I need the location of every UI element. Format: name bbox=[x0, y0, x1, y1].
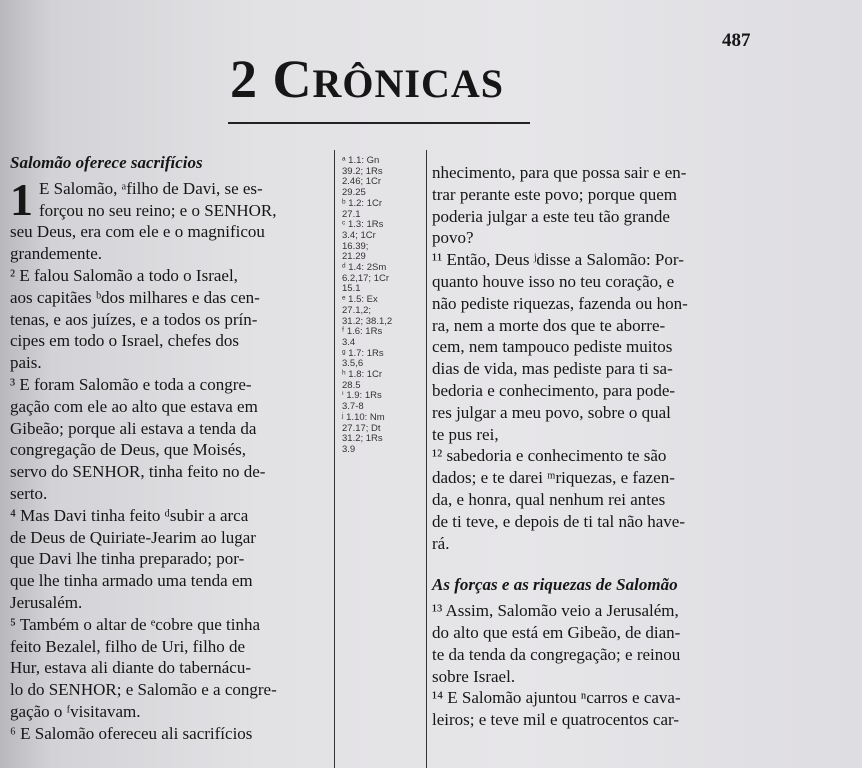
text-line: te pus rei, bbox=[432, 424, 499, 444]
cross-reference: 2.46; 1Cr bbox=[342, 176, 382, 188]
cross-reference: 28.5 bbox=[342, 379, 361, 391]
cross-reference: 31.2; 38.1,2 bbox=[342, 315, 393, 327]
text-line: trar perante este povo; porque quem bbox=[432, 184, 677, 204]
cross-reference: 31.2; 1Rs bbox=[342, 433, 383, 445]
cross-reference: 39.2; 1Rs bbox=[342, 165, 383, 177]
text-line: quanto houve isso no teu coração, e bbox=[432, 271, 675, 291]
cross-reference: ᵇ 1.2: 1Cr bbox=[342, 197, 383, 209]
text-line: seu Deus, era com ele e o magnificou bbox=[10, 222, 265, 242]
cross-reference: 15.1 bbox=[342, 283, 361, 295]
text-line: tenas, e aos juízes, e a todos os prín- bbox=[10, 309, 258, 329]
text-line: congregação de Deus, que Moisés, bbox=[10, 440, 247, 460]
cross-reference: ʲ 1.10: Nm bbox=[342, 411, 385, 423]
text-line: leiros; e teve mil e quatrocentos car- bbox=[432, 710, 679, 730]
text-line: não pediste riquezas, fazenda ou hon- bbox=[432, 293, 688, 313]
text-line: rá. bbox=[432, 533, 450, 553]
text-line: pais. bbox=[10, 353, 42, 373]
section-heading: Salomão oferece sacrifícios bbox=[10, 153, 203, 172]
text-line: povo? bbox=[432, 228, 474, 248]
cross-reference: ᵍ 1.7: 1Rs bbox=[342, 347, 384, 359]
book-title bbox=[230, 49, 504, 109]
right-column-lines-top bbox=[432, 162, 776, 554]
column-divider-left bbox=[334, 150, 335, 768]
column-divider-right bbox=[426, 150, 427, 768]
left-column-lines bbox=[10, 173, 326, 745]
cross-reference: ᶠ 1.6: 1Rs bbox=[342, 326, 383, 338]
text-line: de Deus de Quiriate-Jearim ao lugar bbox=[10, 527, 256, 547]
text-line: Hur, estava ali diante do tabernácu- bbox=[10, 658, 251, 678]
cross-reference: 29.25 bbox=[342, 187, 366, 199]
text-line: ⁶ E Salomão ofereceu ali sacrifícios bbox=[10, 723, 253, 743]
page-number: 487 bbox=[722, 30, 751, 51]
cross-reference: 27.17; Dt bbox=[342, 422, 381, 434]
cross-reference: ᵃ 1.1: Gn bbox=[342, 155, 380, 166]
text-line: sobre Israel. bbox=[432, 666, 516, 686]
cross-reference: ʰ 1.8: 1Cr bbox=[342, 369, 383, 381]
cross-reference: 27.1,2; bbox=[342, 304, 372, 316]
text-line: serto. bbox=[10, 483, 48, 503]
text-line: ¹¹ Então, Deus ʲdisse a Salomão: Por- bbox=[432, 250, 684, 270]
text-line: ¹⁴ E Salomão ajuntou ⁿcarros e cava- bbox=[432, 688, 681, 708]
text-line: bedoria e conhecimento, para pode- bbox=[432, 380, 676, 400]
book-title-initial: C bbox=[272, 49, 313, 109]
text-line: ³ E foram Salomão e toda a congre- bbox=[10, 374, 252, 394]
cross-reference: ⁱ 1.9: 1Rs bbox=[342, 390, 382, 402]
cross-reference: 16.39; bbox=[342, 240, 369, 252]
cross-reference-column bbox=[342, 156, 420, 456]
text-line: ² E falou Salomão a todo o Israel, bbox=[10, 265, 238, 285]
text-line: da, e honra, qual nenhum rei antes bbox=[432, 489, 666, 509]
left-text-column bbox=[10, 150, 326, 745]
cross-reference: 3.4; 1Cr bbox=[342, 229, 376, 241]
text-line: de ti teve, e depois de ti tal não have- bbox=[432, 511, 686, 531]
text-line: cem, nem tampouco pediste muitos bbox=[432, 337, 673, 357]
text-line: dias de vida, mas pediste para ti sa- bbox=[432, 359, 673, 379]
text-line: poderia julgar a este teu tão grande bbox=[432, 206, 670, 226]
cross-reference: 3.5,6 bbox=[342, 358, 364, 370]
text-line: servo do SENHOR, tinha feito no de- bbox=[10, 462, 266, 482]
book-title-rest: RÔNICAS bbox=[312, 61, 504, 106]
right-column-lines-bottom bbox=[432, 600, 776, 731]
right-text-column bbox=[432, 162, 776, 731]
text-line: te da tenda da congregação; e reinou bbox=[432, 644, 681, 664]
section-heading-forces: As forças e as riquezas de Salomão bbox=[432, 575, 678, 595]
text-line: do alto que está em Gibeão, de dian- bbox=[432, 622, 681, 642]
text-line: ⁵ Também o altar de ᵉcobre que tinha bbox=[10, 614, 260, 634]
text-line: ⁴ Mas Davi tinha feito ᵈsubir a arca bbox=[10, 505, 249, 525]
cross-reference: 3.9 bbox=[342, 443, 356, 455]
text-line: nhecimento, para que possa sair e en- bbox=[432, 163, 687, 182]
book-title-numeral: 2 bbox=[230, 49, 273, 109]
cross-reference: 3.4 bbox=[342, 336, 356, 348]
text-line: dados; e te darei ᵐriquezas, e fazen- bbox=[432, 468, 675, 488]
cross-reference: 27.1 bbox=[342, 208, 361, 220]
text-line: que Davi lhe tinha preparado; por- bbox=[10, 549, 245, 569]
cross-reference: ᶜ 1.3: 1Rs bbox=[342, 219, 384, 231]
text-line: ¹³ Assim, Salomão veio a Jerusalém, bbox=[432, 601, 679, 621]
cross-reference: 3.7-8 bbox=[342, 401, 364, 413]
text-line: cipes em todo o Israel, chefes dos bbox=[10, 331, 239, 351]
text-line: feito Bezalel, filho de Uri, filho de bbox=[10, 636, 246, 656]
cross-reference: ᵈ 1.4: 2Sm bbox=[342, 262, 387, 274]
text-line: aos capitães ᵇdos milhares e das cen- bbox=[10, 287, 260, 307]
text-line: res julgar a meu povo, sobre o qual bbox=[432, 402, 671, 422]
text-line: forçou no seu reino; e o SENHOR, bbox=[39, 200, 277, 220]
cross-reference: 6.2,17; 1Cr bbox=[342, 272, 389, 284]
chapter-number: 1 bbox=[10, 173, 33, 225]
cross-reference: 21.29 bbox=[342, 251, 366, 263]
text-line: Gibeão; porque ali estava a tenda da bbox=[10, 418, 257, 438]
text-line: gação com ele ao alto que estava em bbox=[10, 396, 258, 416]
title-underline bbox=[228, 122, 530, 124]
text-line: ¹² sabedoria e conhecimento te são bbox=[432, 446, 667, 466]
text-line: que lhe tinha armado uma tenda em bbox=[10, 571, 253, 591]
text-line: Jerusalém. bbox=[10, 592, 83, 612]
cross-reference: ᵉ 1.5: Ex bbox=[342, 294, 378, 306]
text-line: E Salomão, ᵃfilho de Davi, se es- bbox=[39, 178, 263, 198]
text-line: ra, nem a morte dos que te aborre- bbox=[432, 315, 666, 335]
text-line: gação o ᶠvisitavam. bbox=[10, 701, 141, 721]
text-line: lo do SENHOR; e Salomão e a congre- bbox=[10, 680, 277, 700]
text-line: grandemente. bbox=[10, 244, 103, 264]
